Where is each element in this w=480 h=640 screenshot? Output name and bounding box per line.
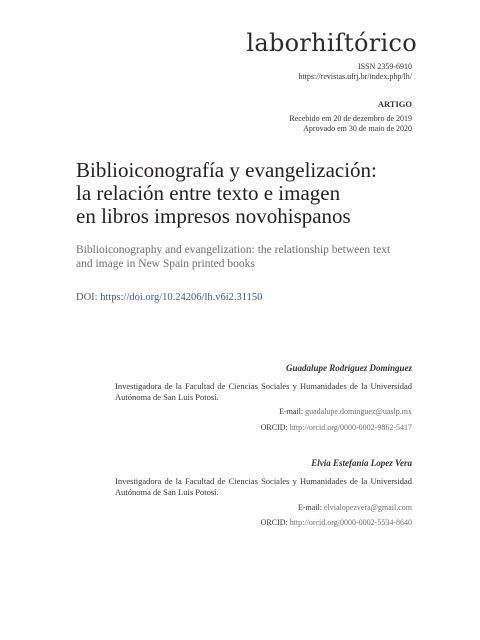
author-orcid-line bbox=[261, 518, 412, 527]
email-label: E-mail: bbox=[279, 407, 304, 416]
email-label: E-mail: bbox=[298, 503, 322, 512]
subtitle-line: and image in New Spain printed books bbox=[76, 257, 255, 270]
journal-info bbox=[298, 62, 412, 82]
received-date: Recebido em 20 de dezembro de 2019 bbox=[289, 114, 412, 123]
author-affiliation: Investigadora de la Facultad de Ciencias Sociales y Humanidades de la Universidad Autónoma de San Luis Potosí. bbox=[115, 476, 412, 497]
author-name: Guadalupe Rodríguez Domínguez bbox=[285, 363, 412, 373]
article-title bbox=[76, 159, 416, 228]
author-affiliation: Investigadora de la Facultad de Ciencias Sociales y Humanidades de la Universidad Autónoma de San Luis Potosí. bbox=[115, 381, 412, 402]
doi-label: DOI: bbox=[76, 292, 98, 303]
journal-logo: laborhiſtórico bbox=[246, 29, 417, 57]
doi-line bbox=[76, 292, 262, 303]
author-orcid-link[interactable]: http://orcid.org/0000-0002-9862-5417 bbox=[289, 423, 412, 432]
section-label: ARTIGO bbox=[377, 99, 412, 109]
author-email-link[interactable]: guadalupe.dominguez@uaslp.mx bbox=[305, 407, 412, 416]
author-orcid-link[interactable]: http://orcid.org/0000-0002-5534-8640 bbox=[289, 518, 412, 527]
article-subtitle bbox=[76, 244, 416, 271]
subtitle-line: Biblioiconography and evangelization: the relationship between text bbox=[76, 244, 391, 256]
author-orcid-line bbox=[261, 423, 412, 432]
author-email-link[interactable]: elvialopezvera@gmail.com bbox=[324, 503, 412, 512]
title-line: en libros impresos novohispanos bbox=[76, 204, 351, 228]
title-line: la relación entre texto e imagen bbox=[76, 181, 341, 205]
orcid-label: ORCID: bbox=[260, 423, 288, 432]
orcid-label: ORCID: bbox=[260, 518, 288, 527]
issn-text: ISSN 2359-6910 bbox=[357, 62, 412, 71]
approved-date: Aprovado em 30 de maio de 2020 bbox=[303, 124, 412, 133]
doi-link[interactable]: https://doi.org/10.24206/lh.v6i2.31150 bbox=[100, 292, 263, 303]
author-email-line bbox=[298, 503, 412, 512]
title-line: Biblioiconografía y evangelización: bbox=[76, 158, 377, 182]
article-meta bbox=[289, 99, 412, 134]
author-name: Elvia Estefania Lopez Vera bbox=[311, 458, 412, 468]
journal-url-link[interactable]: https://revistas.ufrj.br/index.php/lh/ bbox=[298, 72, 412, 81]
author-email-line bbox=[279, 407, 412, 416]
